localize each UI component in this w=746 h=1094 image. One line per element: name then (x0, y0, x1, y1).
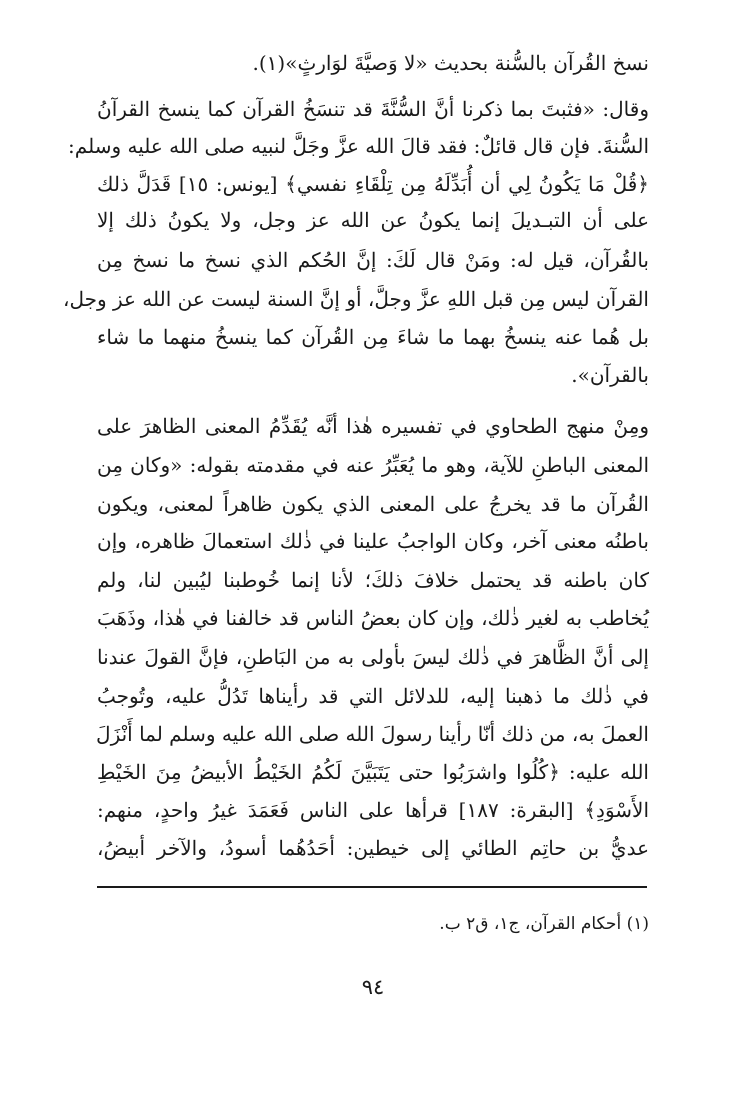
text-line: القرآن ليس مِن قبل اللهِ عزَّ وجلَّ، أو إنَّ السنة ليست عن الله عز وجل، (62, 287, 649, 311)
text-line: نسخ القُرآن بالسُّنة بحديث «لا وَصيَّةَ لوَارثٍ»(١). (252, 51, 649, 75)
text-line: الله عليه: ﴿كُلُوا واشرَبُوا حتى يَتَبَيَّنَ لَكُمُ الخَيْطُ الأبيضُ مِنَ الخَيْطِ (97, 760, 649, 784)
page-number: ٩٤ (361, 975, 385, 999)
text-line: الأَسْوَدِ﴾ [البقرة: ١٨٧] قرأها على الناس فَعَمَدَ غيرُ واحدٍ، منهم: (97, 798, 649, 822)
text-line: على أن التبـديلَ إنما يكونُ عن الله عز وجل، ولا يكونُ ذلك إلا (97, 208, 649, 232)
footnote: (١) أحكام القرآن، ج١، ق٢ ب. (439, 914, 649, 934)
text-line: يُخاطب به لغير ذٰلك، وإن كان بعضُ الناس قد خالفنا في هٰذا، وذَهَبَ (97, 606, 649, 630)
text-line: باطنُه معنى آخر، وكان الواجبُ علينا في ذٰلك استعمالَ ظاهره، وإن (97, 529, 649, 553)
text-line: بالقُرآن، قيل له: ومَنْ قال لَكَ: إنَّ الحُكم الذي نسخ ما نسخ مِن (97, 248, 649, 272)
text-line: القُرآن ما قد يخرجُ على المعنى الذي يكون ظاهراً لمعنى، ويكون (97, 492, 649, 516)
text-line: بالقرآن». (571, 363, 649, 387)
text-line: ومِنْ منهج الطحاوي في تفسيره هٰذا أنَّه يُقَدِّمُ المعنى الظاهرَ على (97, 414, 649, 438)
text-line: في ذٰلك ما ذهبنا إليه، للدلائل التي قد رأيناها تَدُلُّ عليه، وتُوجبُ (97, 684, 649, 708)
text-line: العملَ به، من ذلك أنّا رأينا رسولَ الله صلى الله عليه وسلم لما أَنْزَلَ (96, 722, 649, 746)
text-line: السُّنةَ. فإن قال قائلٌ: فقد قالَ الله عزَّ وجَلَّ لنبيه صلى الله عليه وسلم: (68, 134, 649, 158)
footnote-divider (97, 886, 647, 888)
text-line: بل هُما عنه ينسخُ بهما ما شاءَ مِن القُرآن كما ينسخُ منهما ما شاء (97, 325, 649, 349)
text-line: وقال: «فثبتَ بما ذكرنا أنَّ السُّنَّةَ قد تنسَخُ القرآن كما ينسخ القرآنُ (97, 97, 649, 121)
text-line: المعنى الباطنِ للآية، وهو ما يُعَبِّرُ عنه في مقدمته بقوله: «وكان مِن (97, 453, 649, 477)
text-line: إلى أنَّ الظَّاهرَ في ذٰلك ليسَ بأولى به من البَاطنِ، فإنَّ القولَ عندنا (97, 645, 649, 669)
text-line: ﴿قُلْ مَا يَكُونُ لِي أن أُبَدِّلَهُ مِن تِلْقَاءِ نفسي﴾ [يونس: ١٥] قَدَلَّ ذلك (97, 172, 649, 196)
text-line: كان باطنه قد يحتمل خلافَ ذلكَ؛ لأنا إنما خُوطبنا ليُبين لنا، ولم (97, 568, 649, 592)
text-line: عديُّ بن حاتِم الطائي إلى خيطين: أحَدُهُما أسودُ، والآخر أبيضُ، (97, 836, 649, 860)
